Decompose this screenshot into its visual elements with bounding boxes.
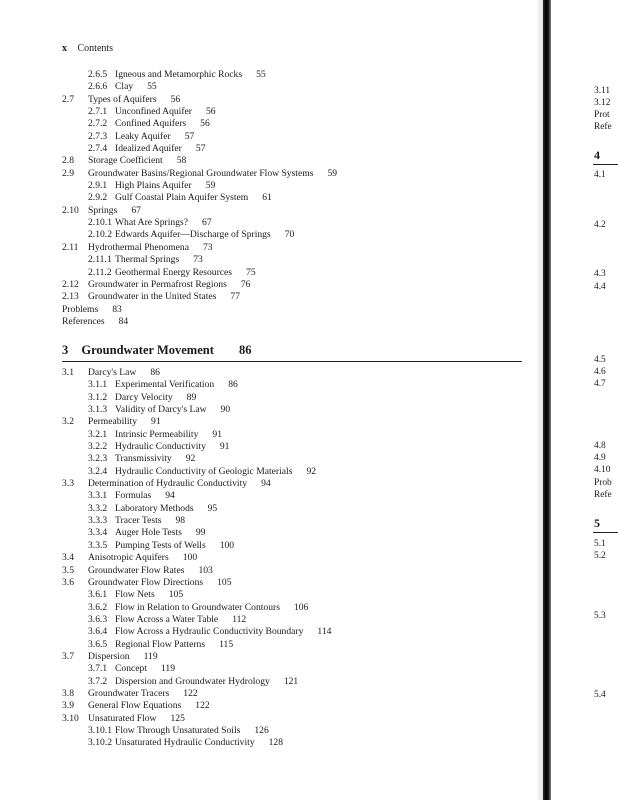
toc-entry-title-text: Flow Through Unsaturated Soils bbox=[115, 724, 241, 736]
toc-entry-number: 3.4 bbox=[62, 552, 74, 564]
facing-fragment: 4.7 bbox=[594, 379, 606, 389]
toc-entry bbox=[62, 490, 542, 502]
facing-fragment: 4.1 bbox=[594, 170, 606, 180]
toc-entry-title bbox=[88, 478, 271, 490]
toc-entry-number: 3.1.1 bbox=[88, 379, 108, 391]
toc-entry-page: 56 bbox=[200, 118, 210, 130]
toc-entry-title bbox=[115, 490, 175, 502]
toc-entry-page: 57 bbox=[184, 130, 195, 142]
toc-entry-title bbox=[115, 676, 298, 688]
toc-entry bbox=[62, 626, 542, 638]
toc-entry-page: 55 bbox=[147, 81, 157, 93]
toc-entry-page: 122 bbox=[183, 687, 198, 699]
toc-entry-title-text: Unsaturated Hydraulic Conductivity bbox=[115, 737, 255, 749]
toc-entry-title bbox=[115, 737, 283, 749]
toc-entry bbox=[62, 316, 542, 328]
toc-entry-page: 57 bbox=[195, 143, 206, 155]
toc-entry-number: 3.9 bbox=[62, 700, 74, 712]
toc-entry-number: 3.7.1 bbox=[88, 663, 108, 675]
facing-fragment: 3.12 bbox=[594, 98, 611, 108]
toc-entry-number: 3.3 bbox=[62, 478, 74, 490]
toc-entry-title-text: Dispersion and Groundwater Hydrology bbox=[115, 675, 270, 687]
toc-entry-page: 89 bbox=[186, 391, 197, 403]
toc-section-chapter2 bbox=[62, 69, 542, 328]
toc-entry-number: 3.6.1 bbox=[88, 589, 108, 601]
toc-entry-page: 77 bbox=[230, 291, 241, 303]
toc-entry-number: 3.3.2 bbox=[88, 502, 108, 514]
toc-entry bbox=[62, 106, 542, 118]
toc-entry bbox=[62, 713, 542, 725]
toc-entry-number: 2.8 bbox=[62, 155, 74, 167]
toc-entry-title bbox=[88, 291, 240, 303]
book-spine bbox=[543, 0, 551, 800]
toc-entry-title-text: Idealized Aquifer bbox=[115, 143, 182, 155]
toc-entry-title-text: Regional Flow Patterns bbox=[115, 638, 206, 650]
toc-entry-title-text: Unconfined Aquifer bbox=[115, 106, 192, 118]
toc-entry-title bbox=[88, 168, 337, 180]
toc-entry-page: 86 bbox=[228, 379, 238, 391]
toc-entry bbox=[62, 688, 542, 700]
toc-entry-number: 3.1 bbox=[62, 367, 74, 378]
toc-entry bbox=[62, 69, 542, 81]
toc-entry-title bbox=[88, 205, 141, 217]
toc-entry-number: 2.9.1 bbox=[88, 180, 108, 192]
toc-entry-number: 2.6.6 bbox=[88, 81, 108, 93]
toc-entry-page: 70 bbox=[284, 229, 295, 241]
facing-fragment: 4 bbox=[594, 148, 600, 162]
toc-entry-page: 125 bbox=[170, 712, 185, 724]
toc-entry-title bbox=[88, 688, 198, 700]
page-number: x bbox=[62, 43, 67, 54]
facing-fragment: 4.6 bbox=[594, 367, 606, 377]
toc-entry bbox=[62, 441, 542, 453]
toc-entry bbox=[62, 602, 542, 614]
toc-entry-title-text: Groundwater Basins/Regional Groundwater Flow Systems bbox=[88, 167, 314, 179]
toc-entry bbox=[62, 639, 542, 651]
toc-entry-title bbox=[88, 713, 185, 725]
toc-entry-title bbox=[115, 379, 238, 391]
toc-entry-title-text: Hydrothermal Phenomena bbox=[88, 241, 189, 253]
toc-entry bbox=[62, 404, 542, 416]
toc-entry-title-text: Auger Hole Tests bbox=[115, 527, 182, 539]
toc-entry-page: 73 bbox=[193, 254, 203, 266]
toc-entry-title bbox=[115, 404, 230, 416]
toc-entry-title bbox=[88, 416, 161, 428]
toc-entry-title bbox=[115, 614, 246, 626]
toc-entry-title-text: Anisotropic Aquifers bbox=[88, 552, 169, 564]
toc-entry bbox=[62, 379, 542, 391]
toc-entry-number: 3.6.2 bbox=[88, 601, 108, 613]
toc-entry bbox=[62, 180, 542, 192]
toc-entry-number: 2.7 bbox=[62, 93, 74, 105]
toc-entry bbox=[62, 192, 542, 204]
toc-entry bbox=[62, 540, 542, 552]
toc-entry bbox=[62, 651, 542, 663]
toc-entry-page: 56 bbox=[206, 106, 216, 118]
toc-entry-title bbox=[115, 626, 331, 638]
toc-entry-number: 3.10 bbox=[62, 712, 79, 724]
toc-entry-title bbox=[115, 229, 294, 241]
toc-entry-title-text: Unsaturated Flow bbox=[88, 712, 157, 724]
toc-entry-page: 100 bbox=[219, 539, 235, 551]
toc-entry bbox=[62, 118, 542, 130]
toc-entry-page: 115 bbox=[219, 638, 234, 650]
toc-entry-number: 2.13 bbox=[62, 291, 79, 303]
toc-entry-title bbox=[88, 700, 210, 712]
toc-entry bbox=[62, 429, 542, 441]
toc-entry-title-text: Igneous and Metamorphic Rocks bbox=[115, 69, 243, 80]
toc-entry bbox=[62, 466, 542, 478]
toc-entry-number: 3.10.2 bbox=[88, 737, 112, 749]
toc-entry bbox=[62, 725, 542, 737]
toc-entry-number: 3.2.2 bbox=[88, 441, 108, 453]
toc-entry-number: 3.7.2 bbox=[88, 675, 108, 687]
facing-fragment: 4.2 bbox=[594, 220, 606, 230]
toc-entry-title bbox=[115, 441, 229, 453]
toc-entry-title bbox=[88, 155, 186, 167]
toc-entry-page: 59 bbox=[327, 167, 338, 179]
toc-section-chapter3 bbox=[62, 367, 542, 750]
toc-entry bbox=[62, 552, 542, 564]
toc-entry-title bbox=[115, 540, 234, 552]
toc-entry-page: 103 bbox=[198, 564, 213, 576]
toc-entry bbox=[62, 267, 542, 279]
toc-entry-number: 3.2 bbox=[62, 416, 74, 428]
toc-entry-number: 3.3.5 bbox=[88, 539, 108, 551]
toc-entry-number: 3.6.5 bbox=[88, 638, 108, 650]
toc-entry-title bbox=[115, 192, 272, 204]
toc-entry-title-text: Types of Aquifers bbox=[88, 93, 157, 105]
toc-entry-number: 2.9 bbox=[62, 167, 74, 179]
toc-entry-title-text: Tracer Tests bbox=[115, 515, 162, 527]
toc-entry bbox=[62, 700, 542, 712]
toc-entry-number: 2.7.4 bbox=[88, 143, 108, 155]
toc-entry bbox=[62, 453, 542, 465]
toc-entry-page: 114 bbox=[317, 626, 332, 638]
toc-entry-title-text: Determination of Hydraulic Conductivity bbox=[88, 478, 248, 490]
toc-entry-page: 90 bbox=[220, 404, 231, 416]
book-gutter-shadow bbox=[536, 0, 543, 800]
toc-entry-page: 67 bbox=[202, 217, 212, 229]
page-title: Contents bbox=[77, 43, 114, 54]
toc-entry-page: 128 bbox=[268, 737, 284, 749]
toc-entry-page: 56 bbox=[170, 93, 181, 105]
toc-entry bbox=[62, 589, 542, 601]
facing-fragment: 5.1 bbox=[594, 539, 606, 549]
toc-entry-page: 61 bbox=[262, 192, 272, 204]
toc-entry-title-text: Flow Nets bbox=[115, 589, 155, 601]
toc-entry-number: 2.11.1 bbox=[88, 254, 112, 266]
toc-entry-title-text: Groundwater Flow Directions bbox=[88, 576, 204, 588]
toc-entry-title bbox=[115, 453, 195, 465]
toc-entry bbox=[62, 392, 542, 404]
toc-entry-page: 76 bbox=[240, 278, 251, 290]
toc-entry-number: 2.7.1 bbox=[88, 106, 108, 118]
toc-entry bbox=[62, 254, 542, 266]
toc-entry bbox=[62, 217, 542, 229]
toc-entry-title bbox=[115, 466, 316, 478]
toc-entry-title bbox=[115, 118, 210, 130]
toc-entry-number: 3.2.3 bbox=[88, 453, 108, 465]
toc-entry-page: 67 bbox=[131, 204, 141, 216]
toc-entry-title-text: Experimental Verification bbox=[115, 379, 215, 391]
toc-entry-title-text: Hydraulic Conductivity bbox=[115, 441, 206, 453]
toc-entry-page: 91 bbox=[212, 428, 222, 440]
toc-entry-title bbox=[88, 565, 213, 577]
toc-entry-title bbox=[115, 81, 157, 93]
toc-entry-number: 3.6.3 bbox=[88, 613, 108, 625]
toc-entry-number: 3.3.1 bbox=[88, 490, 108, 502]
toc-entry bbox=[62, 676, 542, 688]
toc-entry-number: 3.3.4 bbox=[88, 527, 108, 539]
toc-entry-number: 3.6 bbox=[62, 576, 74, 588]
facing-fragment: 4.3 bbox=[594, 269, 606, 279]
toc-entry-number: 2.11.2 bbox=[88, 266, 112, 278]
toc-entry-title bbox=[62, 316, 128, 328]
toc-entry-page: 106 bbox=[293, 601, 309, 613]
toc-entry-title-text: Darcy's Law bbox=[88, 367, 137, 378]
toc-entry-page: 94 bbox=[165, 490, 175, 502]
toc-entry-title bbox=[115, 663, 175, 675]
toc-entry-page: 95 bbox=[207, 502, 218, 514]
toc-entry-page: 122 bbox=[195, 700, 210, 712]
toc-entry-number: 3.7 bbox=[62, 650, 74, 662]
toc-entry-page: 59 bbox=[205, 180, 216, 192]
toc-entry bbox=[62, 143, 542, 155]
facing-fragment: Prob bbox=[594, 478, 612, 488]
toc-entry-page: 92 bbox=[185, 453, 196, 465]
chapter-heading bbox=[62, 343, 522, 362]
facing-fragment: Prot bbox=[594, 110, 610, 120]
toc-entry-title-text: Storage Coefficient bbox=[88, 155, 163, 167]
facing-rule bbox=[593, 532, 618, 533]
toc-entry bbox=[62, 279, 542, 291]
toc-entry-title bbox=[115, 254, 203, 266]
toc-entry-number: 2.12 bbox=[62, 278, 79, 290]
toc-entry bbox=[62, 205, 542, 217]
toc-entry-title-text: Dispersion bbox=[88, 650, 130, 662]
chapter-page: 86 bbox=[239, 343, 252, 357]
toc-entry-title-text: Springs bbox=[88, 204, 118, 216]
toc-entry-title-text: Confined Aquifers bbox=[115, 118, 187, 130]
toc-entry bbox=[62, 168, 542, 180]
toc-entry-title bbox=[115, 429, 222, 441]
toc-entry-number: 3.2.4 bbox=[88, 465, 108, 477]
toc-entry-title bbox=[115, 503, 217, 515]
toc-entry-page: 100 bbox=[182, 552, 198, 564]
toc-entry-number: 3.5 bbox=[62, 564, 74, 576]
toc-entry bbox=[62, 478, 542, 490]
toc-entry-title-text: Groundwater Flow Rates bbox=[88, 564, 185, 576]
facing-fragment: 5.4 bbox=[594, 690, 606, 700]
toc-entry-page: 99 bbox=[195, 527, 206, 539]
toc-entry-page: 92 bbox=[306, 465, 317, 477]
toc-entry-page: 84 bbox=[118, 315, 129, 327]
toc-entry-title-text: Geothermal Energy Resources bbox=[115, 266, 233, 278]
toc-entry-title bbox=[115, 392, 196, 404]
toc-entry-page: 91 bbox=[219, 441, 230, 453]
toc-entry-number: 3.8 bbox=[62, 687, 74, 699]
facing-fragment: 4.4 bbox=[594, 282, 606, 292]
toc-entry-title-text: Flow Across a Water Table bbox=[115, 613, 219, 625]
toc-entry-page: 112 bbox=[232, 613, 247, 625]
toc-entry-number: 2.10 bbox=[62, 204, 79, 216]
toc-entry bbox=[62, 291, 542, 303]
toc-entry-number: 3.10.1 bbox=[88, 724, 112, 736]
facing-fragment: 3.11 bbox=[594, 86, 611, 96]
toc-entry-number: 3.3.3 bbox=[88, 515, 108, 527]
toc-entry bbox=[62, 416, 542, 428]
toc-entry-title-text: Pumping Tests of Wells bbox=[115, 539, 206, 551]
toc-entry-title bbox=[115, 106, 216, 118]
toc-entry-title bbox=[115, 589, 183, 601]
toc-entry-title bbox=[115, 180, 215, 192]
toc-entry-title bbox=[115, 602, 308, 614]
toc-entry-title-text: Thermal Springs bbox=[115, 254, 180, 266]
toc-entry bbox=[62, 614, 542, 626]
toc-entry-title bbox=[115, 69, 266, 81]
toc-entry-page: 73 bbox=[202, 241, 213, 253]
toc-entry-title-text: General Flow Equations bbox=[88, 700, 182, 712]
toc-entry-number: 2.7.2 bbox=[88, 118, 108, 130]
toc-entry-title-text: Validity of Darcy's Law bbox=[115, 404, 207, 416]
toc-entry-title-text: Flow Across a Hydraulic Conductivity Boundary bbox=[115, 626, 304, 638]
toc-entry-page: 94 bbox=[261, 478, 271, 490]
toc-entry-title bbox=[115, 527, 205, 539]
toc-entry-number: 2.7.3 bbox=[88, 130, 108, 142]
toc-entry bbox=[62, 663, 542, 675]
toc-entry bbox=[62, 81, 542, 93]
toc-entry-page: 121 bbox=[283, 675, 299, 687]
toc-entry bbox=[62, 565, 542, 577]
toc-entry bbox=[62, 242, 542, 254]
toc-entry-title-text: Permeability bbox=[88, 416, 138, 428]
toc-entry-title bbox=[115, 143, 205, 155]
facing-fragment: 4.8 bbox=[594, 441, 606, 451]
toc-entry-number: 2.10.2 bbox=[88, 229, 112, 241]
toc-entry-page: 83 bbox=[112, 303, 122, 315]
toc-entry-number: 3.6.4 bbox=[88, 626, 108, 638]
toc-entry-title-text: Flow in Relation to Groundwater Contours bbox=[115, 601, 280, 613]
toc-entry-title-text: Darcy Velocity bbox=[115, 391, 173, 403]
toc-entry-page: 126 bbox=[254, 724, 269, 736]
toc-entry-number: 2.6.5 bbox=[88, 69, 108, 80]
toc-entry-page: 58 bbox=[176, 155, 187, 167]
toc-entry bbox=[62, 229, 542, 241]
toc-entry-title-text: Problems bbox=[62, 303, 99, 315]
facing-fragment: 4.10 bbox=[594, 465, 611, 475]
toc-entry-title-text: Edwards Aquifer—Discharge of Springs bbox=[115, 229, 271, 241]
facing-fragment: 5.3 bbox=[594, 611, 606, 621]
toc-entry-title bbox=[88, 651, 158, 663]
toc-entry-title bbox=[115, 267, 256, 279]
toc-entry-title bbox=[115, 639, 233, 651]
toc-entry-title bbox=[88, 367, 160, 379]
toc-entry-title bbox=[88, 552, 197, 564]
toc-entry-title bbox=[88, 242, 213, 254]
toc-entry-title bbox=[115, 725, 269, 737]
toc-entry-title bbox=[115, 131, 194, 143]
toc-entry-page: 91 bbox=[151, 416, 161, 428]
toc-entry-page: 75 bbox=[246, 266, 256, 278]
facing-page-margin bbox=[553, 0, 618, 800]
toc-entry-page: 105 bbox=[217, 576, 232, 588]
toc-entry-title bbox=[115, 217, 212, 229]
toc-entry bbox=[62, 155, 542, 167]
toc-entry-title-text: What Are Springs? bbox=[115, 217, 189, 229]
toc-entry-number: 3.1.2 bbox=[88, 391, 108, 403]
toc-entry bbox=[62, 304, 542, 316]
facing-fragment: 4.9 bbox=[594, 453, 606, 463]
toc-entry-page: 55 bbox=[256, 69, 266, 80]
chapter-title: Groundwater Movement bbox=[81, 343, 214, 357]
toc-entry-title bbox=[115, 515, 185, 527]
toc-entry-title bbox=[88, 279, 250, 291]
toc-entry-page: 105 bbox=[168, 589, 184, 601]
toc-entry-number: 2.9.2 bbox=[88, 192, 108, 204]
toc-entry-title-text: Formulas bbox=[115, 490, 152, 502]
toc-entry-number: 3.2.1 bbox=[88, 428, 108, 440]
facing-rule bbox=[593, 164, 618, 165]
toc-entry bbox=[62, 577, 542, 589]
facing-fragment: Refe bbox=[594, 490, 612, 500]
facing-fragment: 5 bbox=[594, 516, 600, 530]
toc-entry bbox=[62, 94, 542, 106]
chapter-number: 3 bbox=[62, 343, 69, 357]
toc-entry bbox=[62, 367, 542, 379]
toc-entry-page: 86 bbox=[150, 367, 160, 378]
toc-entry bbox=[62, 131, 542, 143]
page-header bbox=[62, 43, 113, 54]
toc-entry-title bbox=[62, 304, 122, 316]
toc-entry-title-text: High Plains Aquifer bbox=[115, 180, 192, 192]
toc-entry-title-text: Leaky Aquifer bbox=[115, 130, 171, 142]
toc-entry-title-text: Laboratory Methods bbox=[115, 502, 194, 514]
toc-entry-number: 3.1.3 bbox=[88, 404, 108, 416]
toc-entry-title-text: Groundwater in the United States bbox=[88, 291, 217, 303]
toc-entry-title-text: Clay bbox=[115, 81, 134, 93]
facing-fragment: 4.5 bbox=[594, 355, 606, 365]
toc-entry-number: 2.11 bbox=[62, 241, 79, 253]
toc-entry-title-text: Hydraulic Conductivity of Geologic Materials bbox=[115, 465, 293, 477]
toc-entry-number: 2.10.1 bbox=[88, 217, 112, 229]
toc-entry-title-text: Groundwater in Permafrost Regions bbox=[88, 278, 227, 290]
toc-entry-page: 98 bbox=[175, 515, 186, 527]
toc-entry-title-text: References bbox=[62, 315, 105, 327]
facing-fragment: Refe bbox=[594, 122, 612, 132]
toc-entry-title bbox=[88, 577, 232, 589]
toc-entry bbox=[62, 527, 542, 539]
toc-entry-title-text: Gulf Coastal Plain Aquifer System bbox=[115, 192, 249, 204]
facing-fragment: 5.2 bbox=[594, 551, 606, 561]
toc-entry bbox=[62, 503, 542, 515]
toc-entry-title-text: Concept bbox=[115, 663, 147, 675]
toc-entry bbox=[62, 737, 542, 749]
toc-entry-page: 119 bbox=[143, 650, 158, 662]
toc-entry bbox=[62, 515, 542, 527]
toc-entry-title-text: Groundwater Tracers bbox=[88, 687, 170, 699]
toc-entry-title bbox=[88, 94, 180, 106]
toc-entry-page: 119 bbox=[160, 663, 176, 675]
toc-entry-title-text: Transmissivity bbox=[115, 453, 172, 465]
toc-entry-title-text: Intrinsic Permeability bbox=[115, 428, 199, 440]
